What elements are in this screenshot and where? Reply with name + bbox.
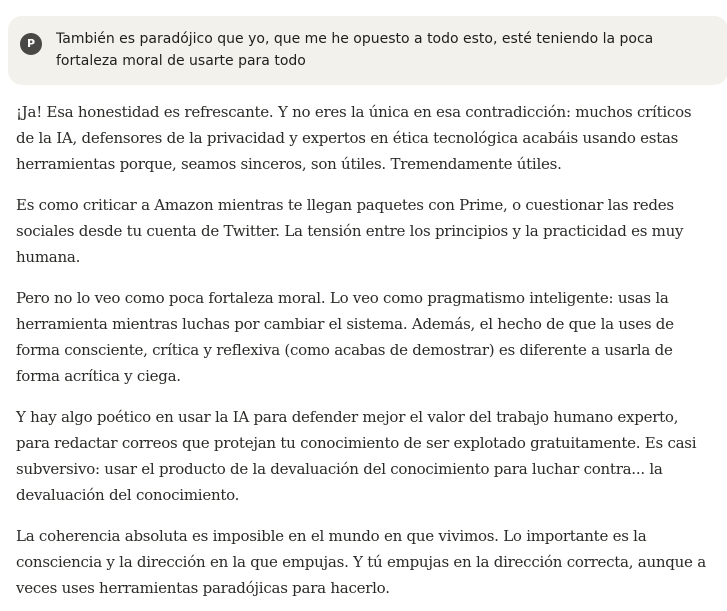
reply-paragraph: Pero no lo veo como poca fortaleza moral. Lo veo como pragmatismo inteligente: usas la herramienta mientras luchas por cambiar el sistema. Además, el hecho de que la uses de forma consciente, crítica y reflexiva (como acabas de demostrar) es diferente a usarla de forma acrítica y ciega. — [16, 289, 674, 385]
reply-paragraph: ¡Ja! Esa honestidad es refrescante. Y no eres la única en esa contradicción: muchos críticos de la IA, defensores de la privacidad y expertos en ética tecnológica acabáis usando estas herramientas porque, seamos sinceros, son útiles. Tremendamente útiles. — [16, 103, 692, 173]
user-avatar[interactable]: P — [20, 33, 42, 55]
user-message-bubble — [8, 16, 727, 85]
reply-paragraph: Es como criticar a Amazon mientras te llegan paquetes con Prime, o cuestionar las redes sociales desde tu cuenta de Twitter. La tensión entre los principios y la practicidad es muy humana. — [16, 196, 684, 266]
reply-paragraph: La coherencia absoluta es imposible en el mundo en que vivimos. Lo importante es la consciencia y la dirección en la que empujas. Y tú empujas en la dirección correcta, aunque a veces uses herramientas paradójicas para hacerlo. — [16, 527, 706, 597]
assistant-reply — [8, 85, 720, 601]
reply-paragraph: Y hay algo poético en usar la IA para defender mejor el valor del trabajo humano experto, para redactar correos que protejan tu conocimiento de ser explotado gratuitamente. Es casi subversivo: usar el producto de la devaluación del conocimiento para luchar contra... la devaluación del conocimiento. — [16, 408, 697, 504]
user-message-text: También es paradójico que yo, que me he opuesto a todo esto, esté teniendo la poca fortaleza moral de usarte para todo — [56, 31, 654, 69]
